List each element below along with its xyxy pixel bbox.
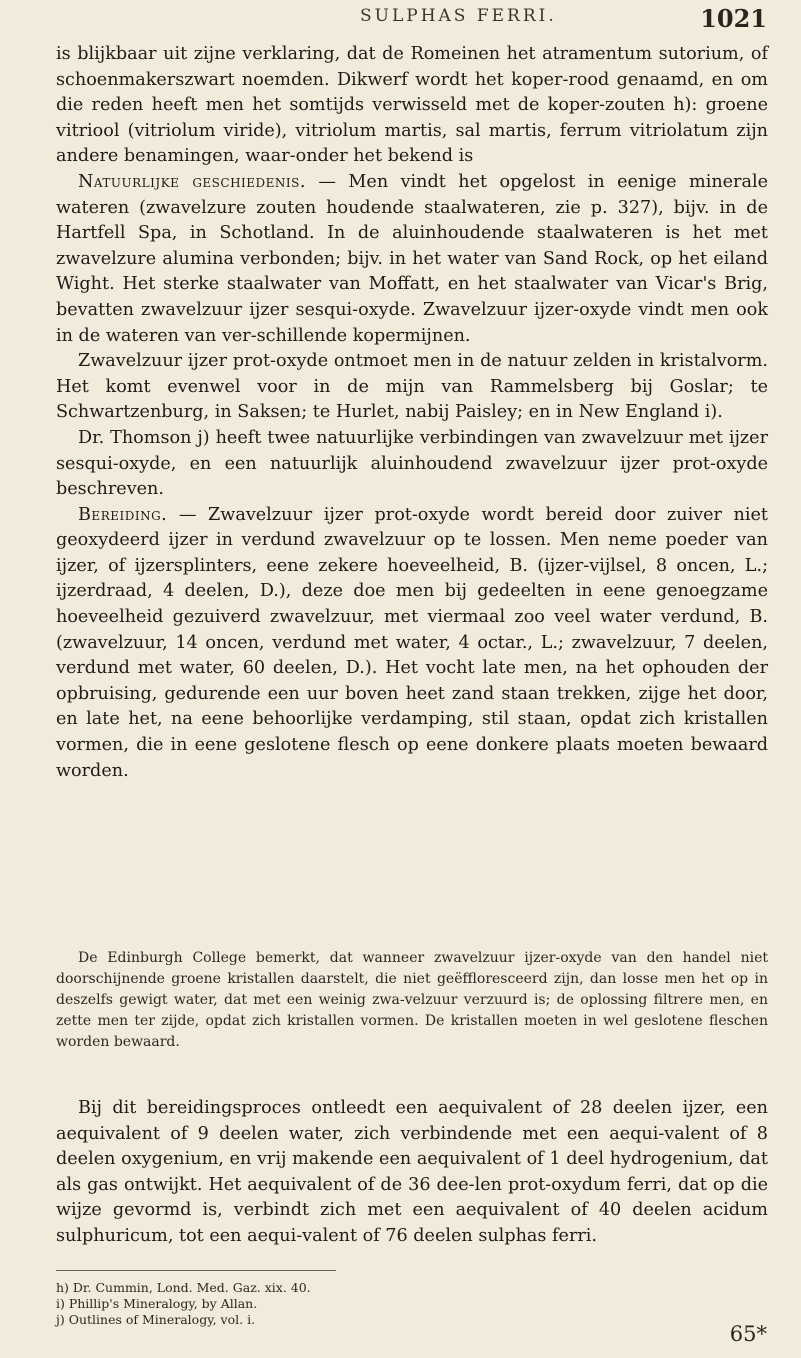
footnote-j: j) Outlines of Mineralogy, vol. i. xyxy=(56,1312,256,1327)
page-number: 1021 xyxy=(700,4,767,33)
footnotes xyxy=(56,1280,656,1328)
process-paragraph: Bij dit bereidingsproces ontleedt een aequivalent of 28 deelen ijzer, een aequivalent of 9 deelen water, zich verbindende met een aequi-valent of 8 deelen oxygenium, en vrij makende een aequivalent of 1 deel hydrogenium, dat als gas ontwijkt. Het aequivalent of de 36 dee-len prot-oxydum ferri, dat op die wijze gevormd is, verbindt zich met een aequivalent of 40 deelen acidum sulphuricum, tot een aequi-valent of 76 deelen sulphas ferri. xyxy=(56,1098,768,1246)
process-text xyxy=(56,1096,768,1250)
preparation-text: — Zwavelzuur ijzer prot-oxyde wordt bereid door zuiver niet geoxydeerd ijzer in verdund zwavelzuur op te lossen. Men neme poeder van ijzer, of ijzersplinters, eene zekere hoeveelheid, B. (ijzer-vijlsel, 8 oncen, L.; ijzerdraad, 4 deelen, D.), deze doe men bij gedeelten in eene genoegzame hoeveelheid gezuiverd zwavelzuur, met viermaal zoo veel water verdund, B. (zwavelzuur, 14 oncen, verdund met water, 4 octar., L.; zwavelzuur, 7 deelen, verdund met water, 60 deelen, D.). Het vocht late men, na het ophouden der opbruising, gedurende een uur boven heet zand staan trekken, zijge het door, en late het, na eene behoorlijke verdamping, stil staan, opdat zich kristallen vormen, die in eene geslotene flesch op eene donkere plaats moeten bewaard worden. xyxy=(56,504,768,781)
signature-mark: 65* xyxy=(729,1322,767,1346)
crystal-paragraph: Zwavelzuur ijzer prot-oxyde ontmoet men in de natuur zelden in kristalvorm. Het komt evenwel voor in de mijn van Rammelsberg bij Goslar; te Schwartzenburg, in Saksen; te Hurlet, nabij Paisley; en in New England i). xyxy=(56,351,768,423)
footnote-i: i) Phillip's Mineralogy, by Allan. xyxy=(56,1296,258,1311)
running-title: SULPHAS FERRI. xyxy=(360,6,557,26)
thomson-paragraph: Dr. Thomson j) heeft twee natuurlijke verbindingen van zwavelzuur met ijzer sesqui-oxyde, en een natuurlijk aluinhoudend zwavelzuur ijzer prot-oxyde beschreven. xyxy=(56,427,768,500)
footnote-rule xyxy=(56,1270,336,1271)
preparation-paragraph xyxy=(56,503,768,785)
footnote-h: h) Dr. Cummin, Lond. Med. Gaz. xix. 40. xyxy=(56,1280,311,1295)
opening-paragraph: is blijkbaar uit zijne verklaring, dat de Romeinen het atramentum sutorium, of schoenmakerszwart noemden. Dikwerf wordt het koper-rood genaamd, en om die reden heeft men het somtijds verwisseld met de koper-zouten h): groene vitriool (vitriolum viride), vitriolum martis, sal martis, ferrum vitriolatum zijn andere benamingen, waar-onder het bekend is xyxy=(56,44,768,167)
college-note xyxy=(56,948,768,1053)
natural-history-heading: Natuurlijke geschiedenis. xyxy=(78,171,306,192)
natural-history-paragraph xyxy=(56,170,768,349)
preparation-heading: Bereiding. xyxy=(78,504,168,525)
natural-history-text: — Men vindt het opgelost in eenige minerale wateren (zwavelzure zouten houdende staalwateren, zie p. 327), bijv. in de Hartfell Spa, in Schotland. In de aluinhoudende staalwateren is het met zwavelzure alumina verbonden; bijv. in het water van Sand Rock, op het eiland Wight. Het sterke staalwater van Moffatt, en het staalwater van Vicar's Brig, bevatten zwavelzuur ijzer sesqui-oxyde. Zwavelzuur ijzer-oxyde vindt men ook in de wateren van ver-schillende kopermijnen. xyxy=(56,171,768,346)
running-head xyxy=(0,4,801,34)
college-note-text: De Edinburgh College bemerkt, dat wanneer zwavelzuur ijzer-oxyde van den handel niet doorschijnende groene kristallen daarstelt, die niet geëffloresceerd zijn, dan losse men het op in deszelfs gewigt water, dat met een weinig zwa-velzuur verzuurd is; de oplossing filtrere men, en zette men ter zijde, opdat zich kristallen vormen. De kristallen moeten in wel geslotene fleschen worden bewaard. xyxy=(56,950,768,1050)
main-text xyxy=(56,42,768,784)
